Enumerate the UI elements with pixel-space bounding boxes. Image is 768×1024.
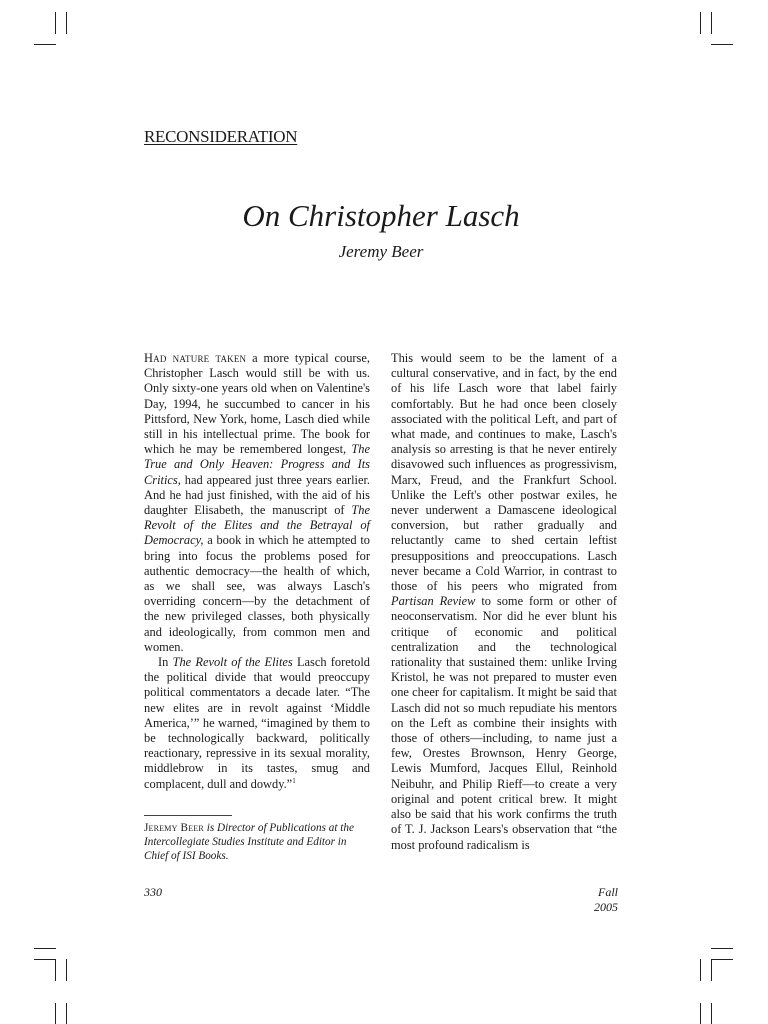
book-title: The Revolt of the Elites bbox=[172, 655, 293, 670]
text-run: to some form or other of neoconservatism. Nor did he ever blunt his critique of economic and political centralization and the technological rationality that sustained them: unlike Irving Kristol, he was not prepared to muster even one cheer for capitalism. It might be said that Lasch did not so much repudiate his mentors on the Left as combine their insights with those of others—including, to name just a few, Orestes Brownson, Henry George, Lewis Mumford, Jacques Ellul, Reinhold Neibuhr, and Philip Rieff—to create a very original and potent critical brew. It might also be said that his work confirms the truth of T. J. Jackson Lears's observation that “the most profound radicalism is bbox=[391, 594, 617, 852]
bio-text: is Director of Publications at the Intercollegiate Studies Institute and Editor in Chief of ISI Books. bbox=[144, 822, 354, 862]
crop-mark bbox=[34, 948, 56, 949]
book-title: The Revolt of the Elites and the Betrayal of Democracy, bbox=[144, 503, 370, 548]
crop-mark bbox=[711, 12, 712, 34]
section-label: RECONSIDERATION bbox=[144, 127, 298, 146]
journal-title: Partisan Review bbox=[391, 594, 476, 609]
paragraph bbox=[144, 655, 370, 792]
crop-mark bbox=[700, 12, 701, 34]
crop-mark bbox=[66, 12, 67, 34]
article-author: Jeremy Beer bbox=[338, 242, 424, 261]
crop-mark bbox=[34, 959, 56, 960]
crop-mark bbox=[711, 959, 733, 960]
text-run: had appeared just three years earlier. And he had just finished, with the aid of his daughter Elisabeth, the manuscript of bbox=[144, 472, 370, 518]
paragraph bbox=[144, 351, 370, 655]
book-title: The True and Only Heaven: Progress and Its Critics, bbox=[144, 442, 370, 487]
crop-mark bbox=[55, 12, 56, 34]
crop-mark bbox=[66, 1003, 67, 1024]
crop-mark bbox=[711, 948, 733, 949]
article-title: On Christopher Lasch bbox=[242, 198, 520, 233]
text-run: a more typical course, Christopher Lasch would still be with us. Only sixty-one years old when on Valentine's Day, 1994, he succumbed to cancer in his Pittsford, New York, home, Lasch died while still in his intellectual prime. The book for which he may be remembered longest, bbox=[144, 351, 370, 457]
bio-name: Jeremy Beer bbox=[144, 822, 204, 834]
crop-mark bbox=[34, 44, 56, 45]
crop-mark bbox=[700, 959, 701, 981]
text-run: This would seem to be the lament of a cultural conservative, and in fact, by the end of his life Lasch wore that label fairly comfortably. But he had once been closely associated with the political Left, and part of what made, and continues to make, Lasch's analysis so arresting is that he never entirely disavowed such influences as progressivism, Marx, Freud, and the Frankfurt School. Unlike the Left's other postwar exiles, he never underwent a Damascene ideological conversion, but rather gradually and reluctantly came to shed certain leftist presuppositions and preoccupations. Lasch never became a Cold Warrior, in contrast to those of his peers who migrated from bbox=[391, 351, 617, 594]
page-number: 330 bbox=[144, 885, 162, 899]
footnote-marker: 1 bbox=[292, 776, 296, 785]
crop-mark bbox=[700, 1003, 701, 1024]
text-run: In bbox=[158, 655, 173, 670]
crop-mark bbox=[711, 959, 712, 981]
paragraph bbox=[391, 351, 617, 853]
crop-mark bbox=[66, 959, 67, 981]
left-column bbox=[144, 351, 370, 792]
crop-mark bbox=[711, 1003, 712, 1024]
crop-mark bbox=[711, 44, 733, 45]
author-bio bbox=[144, 821, 370, 863]
drop-smallcaps: Had nature taken bbox=[144, 351, 247, 365]
crop-mark bbox=[55, 959, 56, 981]
issue-label: Fall 2005 bbox=[594, 885, 618, 914]
right-column bbox=[391, 351, 617, 853]
footnote-rule bbox=[144, 815, 232, 816]
text-run: a book in which he attempted to bring into focus the problems posed for authentic democracy—the health of which, as we shall see, was always Lasch's overriding concern—by the detachment of the new privileged classes, both physically and ideologically, from common men and women. bbox=[144, 533, 370, 654]
text-run: Lasch foretold the political divide that would preoccupy political commentators a decade later. “The new elites are in revolt against ‘Middle America,’” he warned, “imagined by them to be technologically backward, politically reactionary, repressive in its sexual morality, middlebrow in its tastes, smug and complacent, dull and dowdy.” bbox=[144, 655, 370, 791]
crop-mark bbox=[55, 1003, 56, 1024]
